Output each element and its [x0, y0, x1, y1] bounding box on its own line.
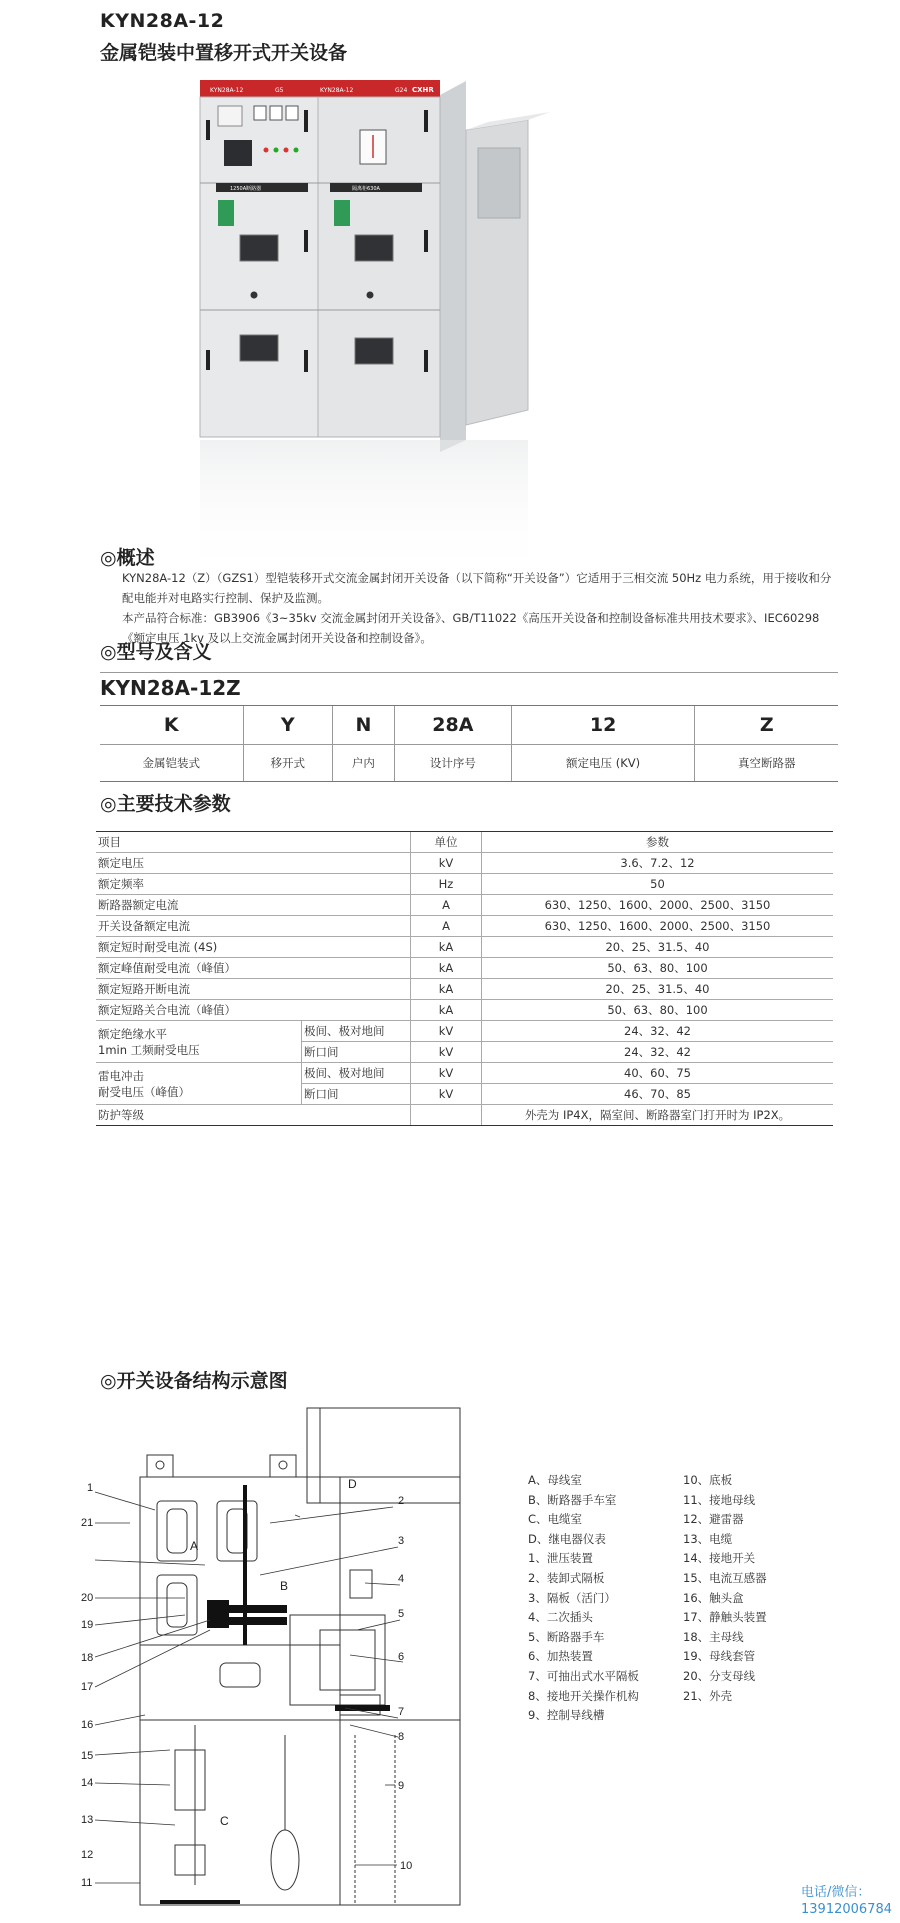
row-item: 额定电压 — [96, 853, 411, 874]
callout-18: 18 — [81, 1652, 94, 1664]
legend-item: 13、电缆 — [683, 1531, 733, 1546]
model-letter: Y — [243, 706, 332, 745]
model-meaning: 真空断路器 — [695, 745, 838, 782]
row-value: 630、1250、1600、2000、2500、3150 — [482, 916, 834, 937]
callout-10: 10 — [400, 1860, 413, 1872]
legend-item: 21、外壳 — [683, 1688, 733, 1703]
row-value: 50、63、80、100 — [482, 1000, 834, 1021]
row-item: 断路器额定电流 — [96, 895, 411, 916]
table-row — [96, 916, 833, 937]
page-title: KYN28A-12 — [100, 10, 225, 32]
row-subitem: 极间、极对地间 — [302, 1021, 411, 1042]
row-value: 46、70、85 — [482, 1084, 834, 1105]
row-unit: kA — [411, 1000, 482, 1021]
row-value: 24、32、42 — [482, 1042, 834, 1063]
row-value: 40、60、75 — [482, 1063, 834, 1084]
legend-item: 20、分支母线 — [683, 1668, 756, 1683]
callout-16: 16 — [81, 1719, 94, 1731]
callout-5: 5 — [398, 1608, 405, 1620]
table-row — [96, 1063, 833, 1084]
callout-17: 17 — [81, 1681, 94, 1693]
insulation-item-line2: 1min 工频耐受电压 — [98, 1042, 200, 1057]
callout-15: 15 — [81, 1750, 94, 1762]
table-row — [96, 1021, 833, 1042]
row-unit: kV — [411, 1021, 482, 1042]
legend-item: 2、装卸式隔板 — [528, 1570, 605, 1585]
legend-item: 19、母线套管 — [683, 1649, 756, 1664]
model-letter: K — [100, 706, 243, 745]
row-unit: kA — [411, 958, 482, 979]
callout-21: 21 — [81, 1517, 94, 1529]
callout-3: 3 — [398, 1535, 405, 1547]
model-code: KYN28A-12Z — [100, 676, 241, 700]
overview-para-1: KYN28A-12（Z）（GZS1）型铠装移开式交流金属封闭开关设备（以下简称“开关设备”）它适用于三相交流 50Hz 电力系统，用于接收和分配电能并对电路实行控制、保护及监测。 — [122, 571, 832, 605]
header-item: 项目 — [96, 832, 411, 853]
legend-item: 4、二次插头 — [528, 1610, 593, 1625]
insulation-item-line1: 额定绝缘水平 — [98, 1026, 167, 1041]
row-unit: kA — [411, 937, 482, 958]
table-row — [96, 937, 833, 958]
row-value: 630、1250、1600、2000、2500、3150 — [482, 895, 834, 916]
row-unit: A — [411, 895, 482, 916]
insulation-item — [96, 1021, 302, 1063]
callout-14: 14 — [81, 1777, 94, 1789]
table-row — [96, 979, 833, 1000]
legend-item: 11、接地母线 — [683, 1492, 756, 1507]
header-unit: 单位 — [411, 832, 482, 853]
legend-right-column — [683, 1471, 767, 1706]
structure-heading: ◎开关设备结构示意图 — [100, 1370, 288, 1392]
model-meaning: 设计序号 — [394, 745, 511, 782]
model-letter: 12 — [511, 706, 695, 745]
model-meaning: 移开式 — [243, 745, 332, 782]
lightning-item-line1: 雷电冲击 — [98, 1068, 144, 1083]
spec-table — [96, 831, 833, 1126]
row-item: 额定短路开断电流 — [96, 979, 411, 1000]
row-subitem: 断口间 — [302, 1084, 411, 1105]
legend-item: 1、泄压装置 — [528, 1551, 593, 1566]
contact-label: 电话/微信： — [801, 1885, 871, 1900]
table-row — [96, 874, 833, 895]
callout-11: 11 — [81, 1877, 93, 1889]
panel-label-right: 隔离柜630A — [352, 186, 380, 192]
legend-item: C、电缆室 — [528, 1512, 583, 1527]
top-label-g24: G24 — [395, 87, 408, 94]
legend-item: 16、触头盒 — [683, 1590, 744, 1605]
lightning-item — [96, 1063, 302, 1105]
specs-heading: ◎主要技术参数 — [100, 793, 231, 815]
row-unit: kV — [411, 1042, 482, 1063]
legend-item: 3、隔板（活门） — [528, 1590, 616, 1605]
row-unit — [411, 1105, 482, 1126]
legend-item: 7、可抽出式水平隔板 — [528, 1668, 639, 1683]
model-meaning: 额定电压 (KV) — [511, 745, 695, 782]
row-item: 开关设备额定电流 — [96, 916, 411, 937]
model-meaning: 户内 — [332, 745, 394, 782]
room-label-d: D — [348, 1477, 357, 1491]
legend-left-column — [528, 1471, 639, 1726]
callout-1: 1 — [87, 1482, 94, 1494]
callout-12: 12 — [81, 1849, 94, 1861]
legend-item: 5、断路器手车 — [528, 1629, 605, 1644]
model-heading: ◎型号及含义 — [100, 641, 212, 663]
row-unit: kA — [411, 979, 482, 1000]
callout-13: 13 — [81, 1814, 94, 1826]
model-meaning: 金属铠装式 — [100, 745, 243, 782]
row-subitem: 极间、极对地间 — [302, 1063, 411, 1084]
row-value: 20、25、31.5、40 — [482, 937, 834, 958]
row-unit: kV — [411, 1084, 482, 1105]
legend-item: 8、接地开关操作机构 — [528, 1688, 639, 1703]
panel-label-left: 1250A断路器 — [230, 186, 262, 192]
row-item: 防护等级 — [96, 1105, 411, 1126]
legend-item: A、母线室 — [528, 1473, 582, 1487]
legend-item: B、断路器手车室 — [528, 1492, 617, 1507]
overview-text — [100, 568, 840, 648]
model-letter: Z — [695, 706, 838, 745]
row-unit: Hz — [411, 874, 482, 895]
table-header-row — [96, 832, 833, 853]
contact-info — [801, 1884, 892, 1918]
legend-item: 14、接地开关 — [683, 1551, 756, 1566]
callout-9: 9 — [398, 1780, 405, 1792]
brand-logo: CXHR — [412, 86, 434, 94]
callout-6: 6 — [398, 1651, 405, 1663]
legend-item: 17、静触头装置 — [683, 1610, 767, 1625]
row-unit: kV — [411, 1063, 482, 1084]
overview-heading: ◎概述 — [100, 547, 155, 569]
callout-4: 4 — [398, 1573, 405, 1585]
row-value: 外壳为 IP4X，隔室间、断路器室门打开时为 IP2X。 — [482, 1105, 834, 1126]
legend-item: 15、电流互感器 — [683, 1570, 767, 1585]
legend-item: 9、控制导线槽 — [528, 1708, 605, 1723]
row-item: 额定峰值耐受电流（峰值） — [96, 958, 411, 979]
legend-item: 6、加热装置 — [528, 1649, 593, 1664]
room-label-c: C — [220, 1814, 229, 1828]
callout-20: 20 — [81, 1592, 94, 1604]
room-label-b: B — [280, 1579, 289, 1593]
row-item: 额定频率 — [96, 874, 411, 895]
room-label-a: A — [190, 1539, 199, 1553]
table-row — [96, 958, 833, 979]
table-row — [96, 853, 833, 874]
model-meaning-table — [100, 705, 838, 782]
row-value: 24、32、42 — [482, 1021, 834, 1042]
table-row — [96, 1000, 833, 1021]
lightning-item-line2: 耐受电压（峰值） — [98, 1084, 190, 1099]
row-item: 额定短时耐受电流 (4S) — [96, 937, 411, 958]
legend-item: 10、底板 — [683, 1473, 733, 1487]
callout-19: 19 — [81, 1619, 94, 1631]
legend-item: D、继电器仪表 — [528, 1531, 606, 1546]
callout-2: 2 — [398, 1495, 405, 1507]
callout-8: 8 — [398, 1731, 405, 1743]
model-letter: N — [332, 706, 394, 745]
legend-item: 12、避雷器 — [683, 1512, 744, 1527]
row-value: 3.6、7.2、12 — [482, 853, 834, 874]
row-unit: A — [411, 916, 482, 937]
table-row — [96, 1105, 833, 1126]
legend-item: 18、主母线 — [683, 1629, 744, 1644]
header-value: 参数 — [482, 832, 834, 853]
divider — [100, 672, 838, 673]
contact-phone[interactable]: 13912006784 — [801, 1902, 892, 1917]
row-unit: kV — [411, 853, 482, 874]
callout-7: 7 — [398, 1706, 405, 1718]
row-value: 50、63、80、100 — [482, 958, 834, 979]
top-label-mid: KYN28A-12 — [320, 87, 354, 94]
row-item: 额定短路关合电流（峰值） — [96, 1000, 411, 1021]
top-label-left: KYN28A-12 — [210, 87, 244, 94]
structure-diagram — [81, 1405, 535, 1915]
row-value: 50 — [482, 874, 834, 895]
top-label-g5: G5 — [275, 87, 284, 94]
table-row — [96, 895, 833, 916]
overview-para-2: 本产品符合标准：GB3906《3~35kv 交流金属封闭开关设备》、GB/T11022《高压开关设备和控制设备标准共用技术要求》、IEC60298《额定电压 1kv 及以上交流金属封闭开关设备和控制设备》。 — [122, 611, 820, 645]
page-subtitle: 金属铠装中置移开式开关设备 — [100, 42, 348, 64]
row-value: 20、25、31.5、40 — [482, 979, 834, 1000]
model-letter: 28A — [394, 706, 511, 745]
row-subitem: 断口间 — [302, 1042, 411, 1063]
